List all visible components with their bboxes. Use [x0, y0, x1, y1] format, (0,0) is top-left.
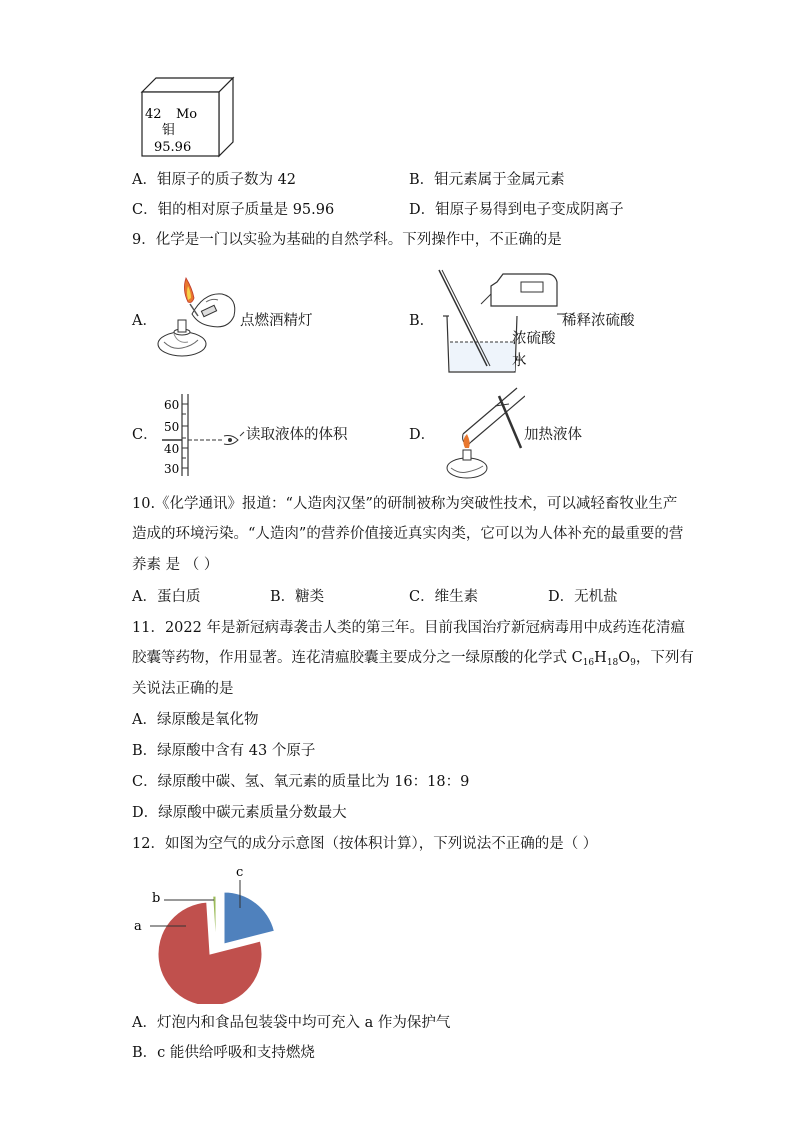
q11-option-d: D．绿原酸中碳元素质量分数最大: [132, 805, 347, 821]
element-symbol: Mo: [176, 107, 198, 122]
pie-slice-c: [224, 892, 274, 944]
q10-option-c: C．维生素: [409, 589, 479, 605]
q8-option-a: A．钼原子的质子数为 42: [132, 172, 297, 188]
element-number: 42: [145, 107, 162, 122]
element-mass: 95.96: [154, 140, 192, 155]
q11-option-c: C．绿原酸中碳、氢、氧元素的质量比为 16：18：9: [132, 774, 470, 790]
q10-stem-line-2: 造成的环境污染。“人造肉”的营养价值接近真实肉类，它可以为人体补充的最重要的营: [132, 526, 684, 542]
q9-option-d-letter: D．: [409, 427, 436, 443]
q10-stem-line-3: 养素 是 （ ）: [132, 557, 219, 573]
pie-label-a: a: [134, 919, 142, 934]
q12-option-b: B．c 能供给呼吸和支持燃烧: [132, 1045, 315, 1061]
alcohol-lamp-lighting-figure: [152, 272, 242, 364]
q11-option-a: A．绿原酸是氧化物: [132, 712, 259, 728]
dilute-sulfuric-acid-figure: [425, 268, 565, 376]
formula-sub-hydrogen: 18: [606, 658, 619, 668]
formula-sub-carbon: 16: [582, 658, 595, 668]
cylinder-tick-60: 60: [164, 398, 180, 412]
q9-option-d-caption: 加热液体: [524, 427, 582, 443]
pie-slice-b: [213, 896, 216, 948]
formula-sub-oxygen: 9: [630, 658, 636, 668]
pie-label-b: b: [152, 891, 161, 906]
pie-label-c: c: [236, 865, 244, 880]
q11-stem-line-2-tail: ，下列有: [635, 650, 694, 666]
cylinder-tick-50: 50: [164, 420, 180, 434]
air-composition-pie-chart: [130, 862, 280, 1004]
q11-stem-line-1: 11．2022 年是新冠病毒袭击人类的第三年。目前我国治疗新冠病毒用中成药连花清瘟: [132, 620, 685, 636]
q11-stem-line-2: [132, 648, 694, 673]
cylinder-tick-40: 40: [164, 442, 180, 456]
q12-stem: 12．如图为空气的成分示意图（按体积计算），下列说法不正确的是（ ）: [132, 836, 598, 852]
q10-option-d: D．无机盐: [548, 589, 618, 605]
cylinder-tick-30: 30: [164, 462, 180, 476]
q9-option-a-caption: 点燃酒精灯: [240, 313, 313, 329]
q12-option-a: A．灯泡内和食品包装袋中均可充入 a 作为保护气: [132, 1015, 451, 1031]
q9-option-b-caption-1: 稀释浓硫酸: [562, 313, 635, 329]
q11-option-b: B．绿原酸中含有 43 个原子: [132, 743, 316, 759]
q8-option-d: D．钼原子易得到电子变成阴离子: [409, 202, 624, 218]
q11-stem-line-2-text: 胶囊等药物，作用显著。连花清瘟胶囊主要成分之一绿原酸的化学式 C: [132, 650, 583, 666]
q9-option-b-caption-2: 浓硫酸: [512, 331, 556, 347]
q9-stem: 9．化学是一门以实验为基础的自然学科。下列操作中，不正确的是: [132, 232, 562, 248]
q9-option-b-caption-3: 水: [512, 353, 527, 369]
q9-option-a-letter: A．: [132, 313, 157, 329]
q10-stem-line-1: 10.《化学通讯》报道：“人造肉汉堡”的研制被称为突破性技术，可以减轻畜牧业生产: [132, 496, 678, 512]
q9-option-c-caption: 读取液体的体积: [246, 427, 348, 443]
q10-option-a: A．蛋白质: [132, 589, 201, 605]
element-card-figure: [136, 76, 236, 160]
q11-stem-line-3: 关说法正确的是: [132, 681, 234, 697]
formula-h: H: [594, 650, 607, 666]
heating-liquid-figure: [425, 386, 525, 482]
formula-o: O: [618, 650, 631, 666]
graduated-cylinder-figure: [152, 392, 252, 478]
q10-option-b: B．糖类: [270, 589, 325, 605]
element-name: 钼: [162, 123, 176, 138]
q8-option-b: B．钼元素属于金属元素: [409, 172, 565, 188]
q9-option-b-letter: B．: [409, 313, 435, 329]
q9-option-c-letter: C．: [132, 427, 158, 443]
q8-option-c: C．钼的相对原子质量是 95.96: [132, 202, 335, 218]
